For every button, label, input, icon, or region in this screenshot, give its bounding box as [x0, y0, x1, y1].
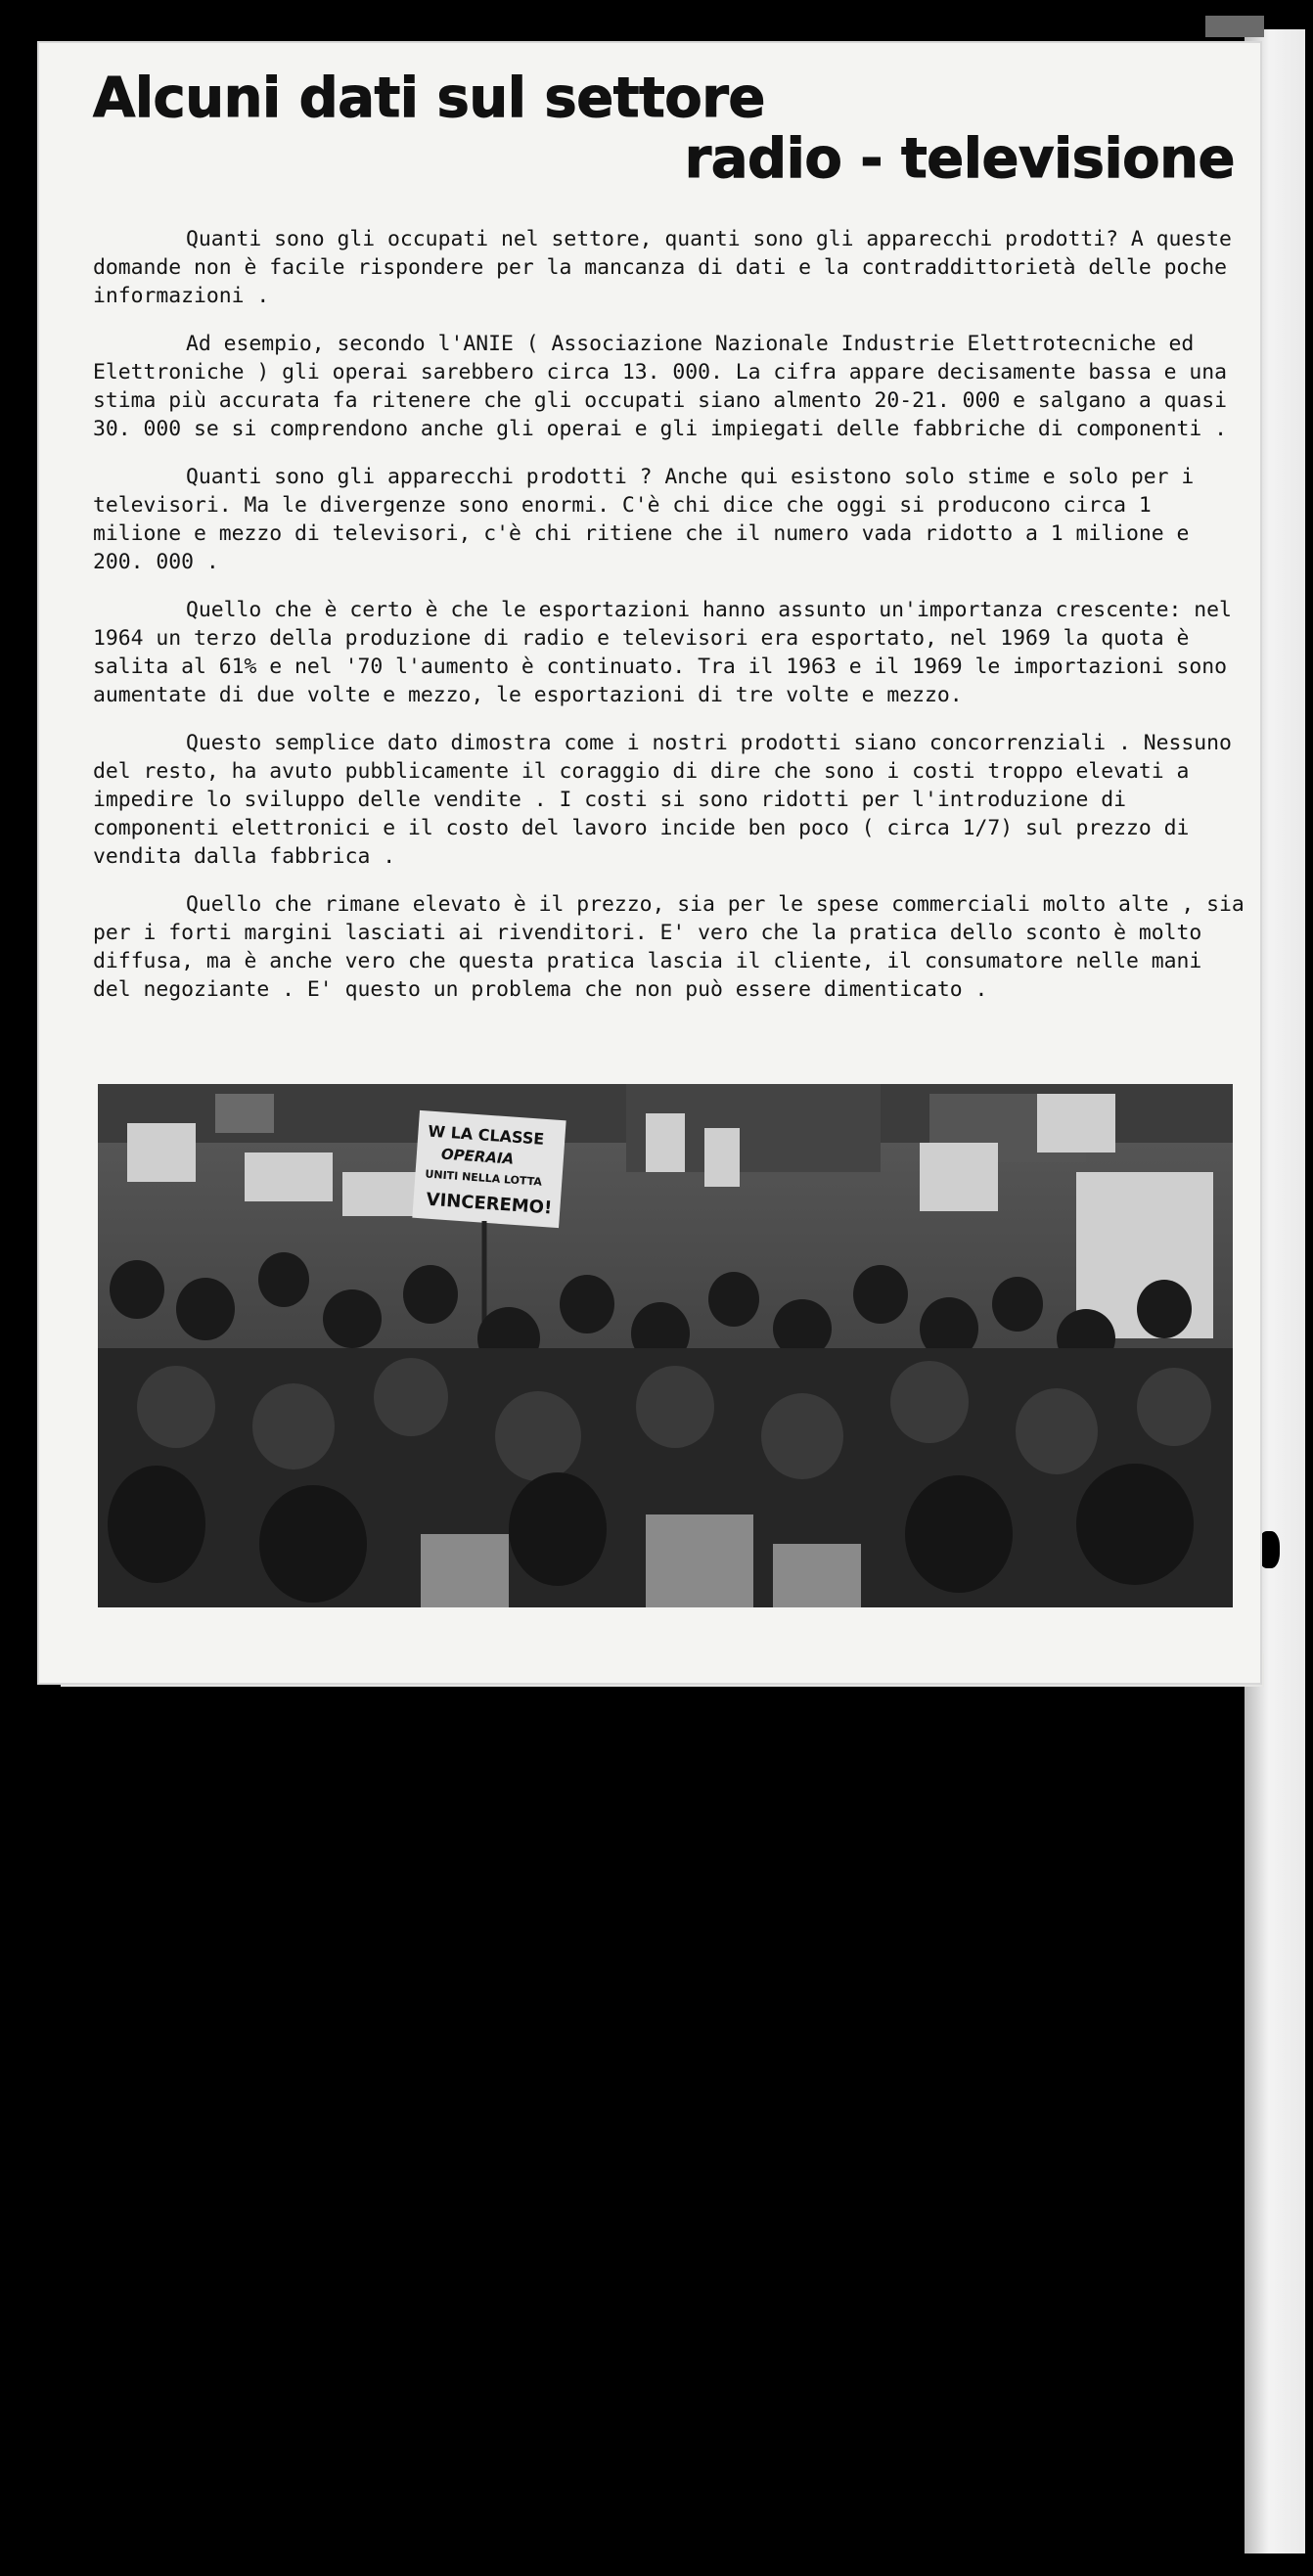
article-body: [93, 225, 1247, 1023]
paragraph-1: Quanti sono gli occupati nel settore, quanti sono gli apparecchi prodotti? A queste domande non è facile rispondere per la mancanza di dati e la contraddittorietà delle poche informazioni .: [93, 227, 1232, 308]
binding-mark: [1205, 16, 1264, 37]
paragraph-5: Questo semplice dato dimostra come i nostri prodotti siano concorrenziali . Nessuno del resto, ha avuto pubblicamente il coraggio di dire che sono i costi troppo elevati a impedire lo sviluppo delle vendite . I costi si sono ridotti per l'introduzione di componenti elettronici e il costo del lavoro incide ben poco ( circa 1/7) sul prezzo di vendita dalla fabbrica .: [93, 731, 1232, 869]
article-title-line2: radio - televisione: [684, 127, 1235, 191]
article-title-line1: Alcuni dati sul settore: [93, 67, 765, 130]
paragraph-6: Quello che rimane elevato è il prezzo, sia per le spese commerciali molto alte , sia per i forti margini lasciati ai rivenditori. E' vero che la pratica dello sconto è molto diffusa, ma è anche vero che questa pratica lascia il cliente, il consumatore nelle mani del negoziante . E' questo un problema che non può essere dimenticato .: [93, 892, 1245, 1002]
paragraph-3: Quanti sono gli apparecchi prodotti ? Anche qui esistono solo stime e solo per i televisori. Ma le divergenze sono enormi. C'è chi dice che oggi si producono circa 1 milione e mezzo di televisori, c'è chi ritiene che il numero vada ridotto a 1 milione e 200. 000 .: [93, 465, 1195, 574]
sign-line-4: VINCEREMO!: [425, 1189, 553, 1219]
sign-line-2: OPERAIA: [440, 1145, 515, 1168]
demonstration-photo: [98, 1084, 1233, 1607]
paragraph-2: Ad esempio, secondo l'ANIE ( Associazione Nazionale Industrie Elettrotecniche ed Elettroniche ) gli operai sarebbero circa 13. 000. La cifra appare decisamente bassa e una stima più accurata fa ritenere che gli occupati siano almento 20-21. 000 e salgano a quasi 30. 000 se si comprendono anche gli operai e gli impiegati delle fabbriche di componenti .: [93, 332, 1228, 441]
sign-line-3: UNITI NELLA LOTTA: [425, 1167, 543, 1189]
paragraph-4: Quello che è certo è che le esportazioni hanno assunto un'importanza crescente: nel 1964 un terzo della produzione di radio e televisori era esportato, nel 1969 la quota è salita al 61% e nel '70 l'aumento è continuato. Tra il 1963 e il 1969 le importazioni sono aumentate di due volte e mezzo, le esportazioni di tre volte e mezzo.: [93, 598, 1232, 707]
sign-line-1: W LA CLASSE: [427, 1121, 545, 1149]
